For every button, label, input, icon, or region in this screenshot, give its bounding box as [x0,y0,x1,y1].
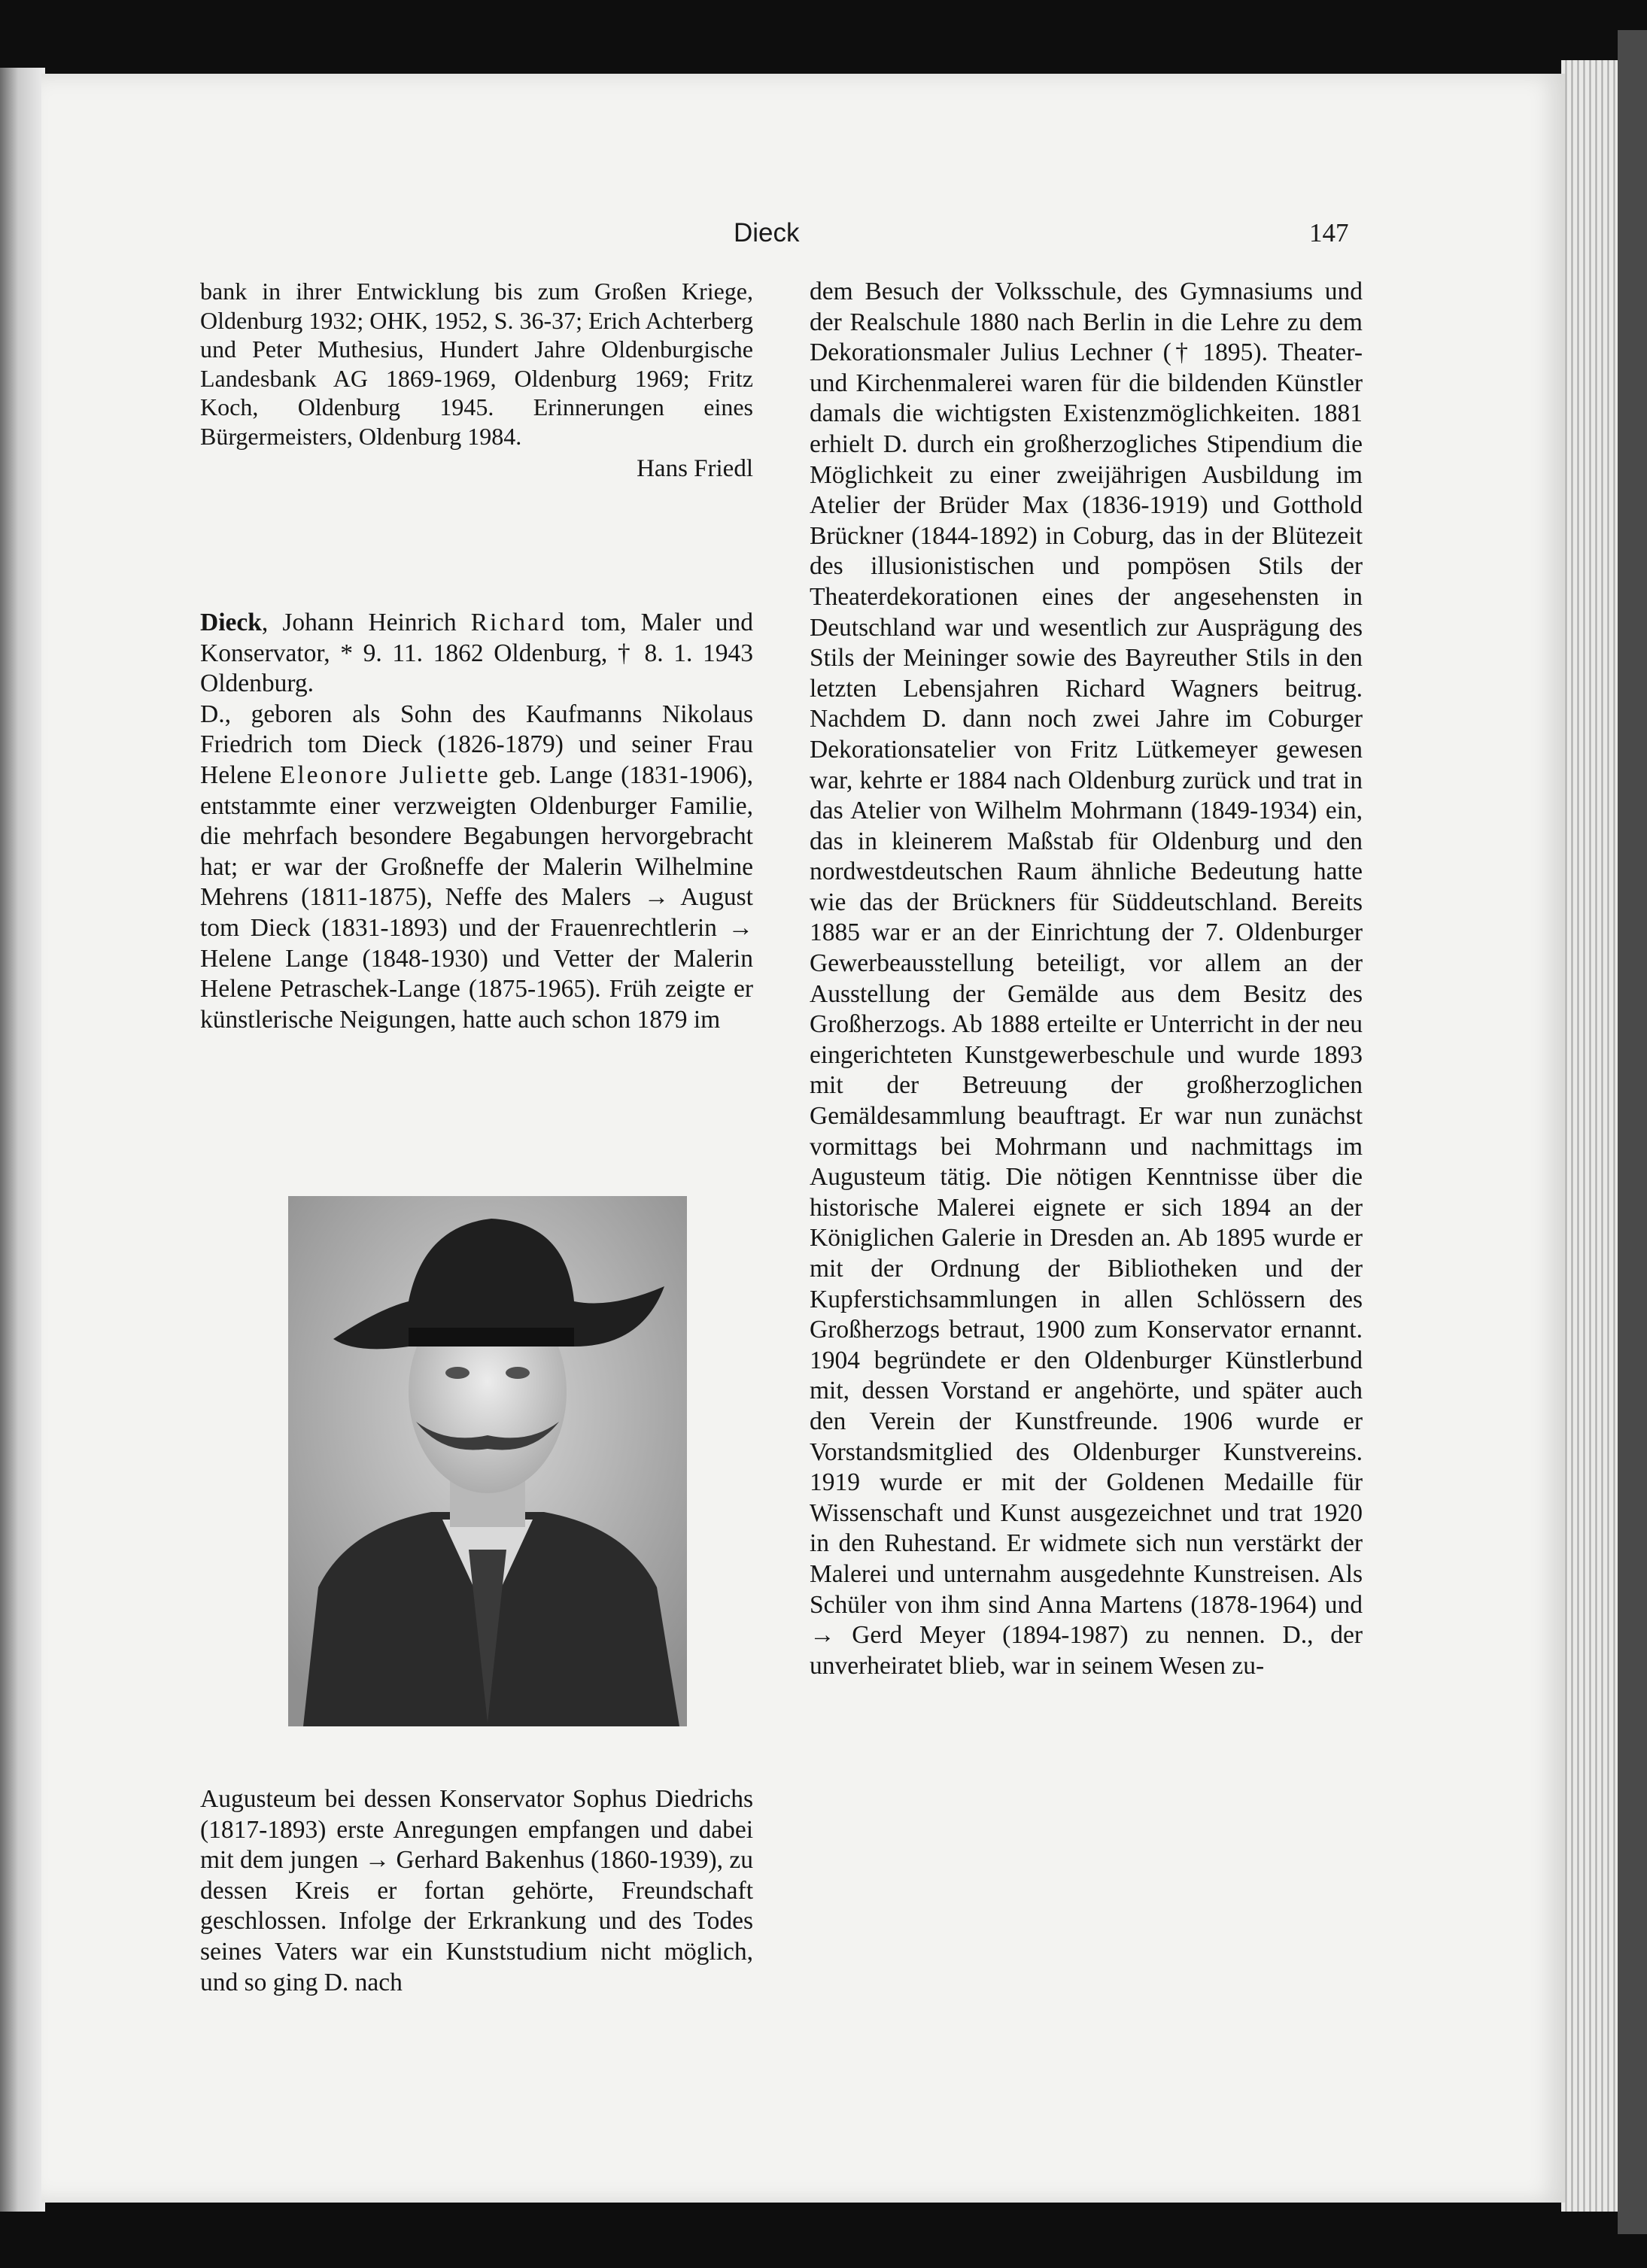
body-text-2: geb. Lange (1831-1906), entstammte einer verzweigten Oldenburger Familie, die mehrfach besondere Begabungen hervorgebracht hat; er war der Großneffe der Malerin Wilhelmine Mehrens (1811-1875), Neffe des Malers → August tom Dieck (1831-1893) und der Frauenrechtlerin → Helene Lange (1848-1930) und Vetter der Malerin Helene Petraschek-Lange (1875-1965). Früh zeigte er künstlerische Neigungen, hatte auch schon 1879 im [200,761,753,1034]
bibliography-text: bank in ihrer Entwicklung bis zum Großen Kriege, Oldenburg 1932; OHK, 1952, S. 36-37; Erich Achterberg und Peter Muthesius, Hundert Jahre Oldenburgische Landesbank AG 1869-1969, Oldenburg 1969; Fritz Koch, Oldenburg 1945. Erinnerungen eines Bürgermeisters, Oldenburg 1984. [200,278,753,450]
previous-entry-bibliography [200,277,753,483]
running-head: Dieck [734,218,800,247]
book-cover-edge [1618,30,1647,2234]
entry-body-part-2 [200,1784,753,1998]
entry-given-names: , Johann Heinrich [261,609,471,636]
page-number: 147 [1309,218,1349,247]
entry-heading-rest: tom, Maler und Konservator, * 9. 11. 1862 Oldenburg, † 8. 1. 1943 Oldenburg. [200,609,754,698]
right-column-text: dem Besuch der Volksschule, des Gymnasiums und der Realschule 1880 nach Berlin in die Lehre zu dem Dekorationsmaler Julius Lechner († 1895). Theater- und Kirchenmalerei waren für die bildenden Künstler damals die wichtigsten Existenzmöglichkeiten. 1881 erhielt D. durch ein großherzogliches Stipendium die Möglichkeit zu einer zweijährigen Ausbildung im Atelier der Brüder Max (1836-1919) und Gotthold Brückner (1844-1892) in Coburg, das in der Blütezeit des illusionistischen und pompösen Stils der Theaterdekorationen eines der angesehensten in Deutschland war und wesentlich zur Ausprägung des Stils der Meininger sowie des Bayreuther Stils in den letzten Lebensjahren Richard Wagners beitrug. Nachdem D. dann noch zwei Jahre im Coburger Dekorationsatelier von Fritz Lütkemeyer gewesen war, kehrte er 1884 nach Oldenburg zurück und trat in das Atelier von Wilhelm Mohrmann (1849-1934) ein, das in kleinerem Maßstab für Oldenburg und den nordwestdeutschen Raum ähnliche Bedeutung hatte wie das der Brückners für Süddeutschland. Bereits 1885 war er an der Einrichtung der 7. Oldenburger Gewerbeausstellung beteiligt, vor allem an der Ausstellung der Gemälde aus dem Besitz des Großherzogs. Ab 1888 erteilte er Unterricht in der neu eingerichteten Kunstgewerbeschule und wurde 1893 mit der Betreuung der großherzoglichen Gemäldesammlung beauftragt. Er war nun zunächst vormittags bei Mohrmann und nachmittags im Augusteum tätig. Die nötigen Kenntnisse über die historische Malerei eignete er sich 1894 an der Königlichen Galerie in Dresden an. Ab 1895 wurde er mit der Ordnung der Bibliotheken und der Kupferstichsammlungen in allen Schlössern des Großherzogs betraut, 1900 zum Konservator ernannt. 1904 begründete er den Oldenburger Künstlerbund mit, dessen Vorstand er angehörte, und später auch den Verein der Kunstfreunde. 1906 wurde er Vorstandsmitglied des Oldenburger Kunstvereins. 1919 wurde er mit der Goldenen Medaille für Wissenschaft und Kunst ausgezeichnet und trat 1920 in den Ruhestand. Er widmete sich nun verstärkt der Malerei und unternahm ausgedehnte Kunstreisen. Als Schüler von ihm sind Anna Martens (1878-1964) und → Gerd Meyer (1894-1987) zu nennen. D., der unverheiratet blieb, war in seinem Wesen zu- [810,278,1363,1680]
portrait-photo-icon [288,1196,687,1726]
mother-names: Eleonore Juliette [279,761,491,789]
entry-heading [200,608,753,700]
facing-page-edge [0,68,45,2212]
entry-name: Dieck [200,609,262,636]
entry-dieck-start [200,608,753,1035]
author-signature: Hans Friedl [637,454,753,482]
body-text-1: D., geboren als Sohn des Kaufmanns Nikolaus Friedrich tom Dieck (1826-1879) und seiner Frau Helene [200,700,753,789]
right-column [810,277,1363,1681]
entry-spaced-name: Richard [470,609,567,636]
portrait-drawing [288,1196,687,1726]
body-text-3: Augusteum bei dessen Konservator Sophus Diedrichs (1817-1893) erste Anregungen empfangen und dabei mit dem jungen → Gerhard Bakenhus (1860-1939), zu dessen Kreis er fortan gehörte, Freundschaft geschlossen. Infolge der Erkrankung und des Todes seines Vaters war ein Kunststudium nicht möglich, und so ging D. nach [200,1785,753,1996]
entry-body-part-1 [200,700,753,1036]
